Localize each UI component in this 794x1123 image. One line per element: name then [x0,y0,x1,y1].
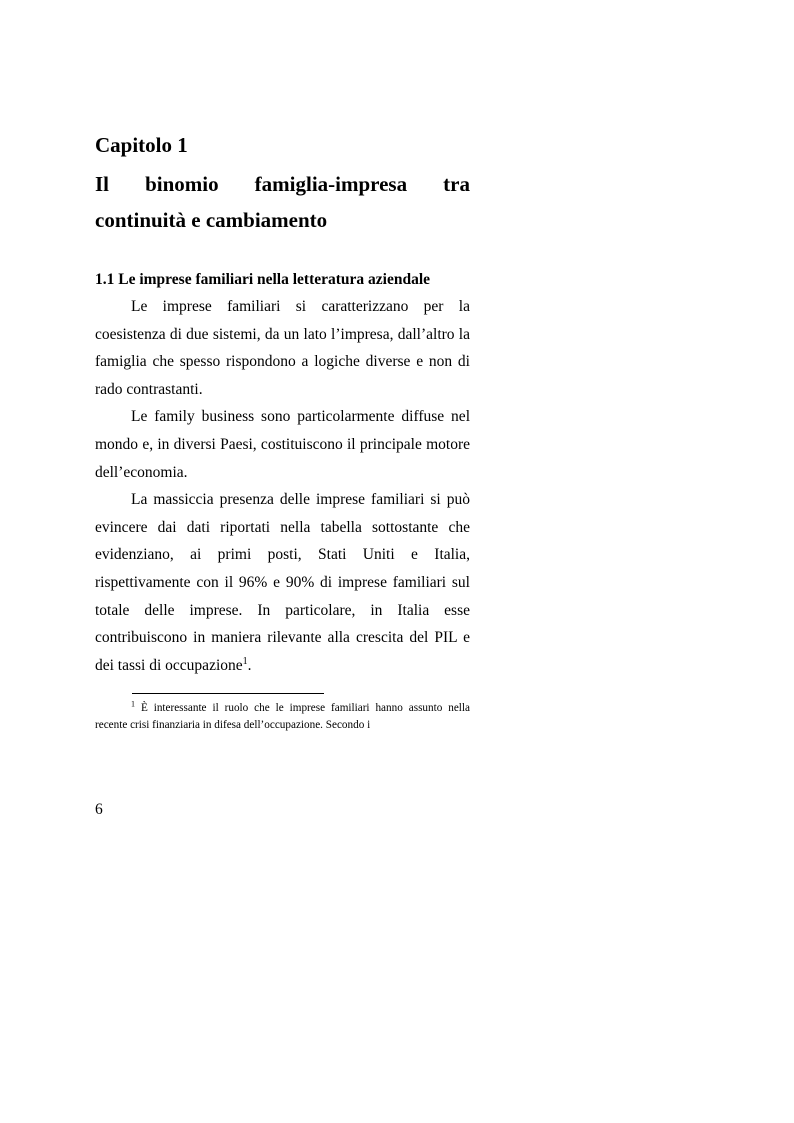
chapter-title-word: binomio [145,172,219,196]
footnote-number: 1 [131,699,135,709]
chapter-title-word: Il [95,172,110,196]
chapter-title-word: famiglia-impresa [254,172,408,196]
paragraph-text: Le imprese familiari si caratterizzano per la coesistenza di due sistemi, da un lato l’impresa, dall’altro la famiglia che spesso rispondono a logiche diverse e non di rado contrastanti. [95,298,470,398]
paragraph-2 [95,403,470,486]
body-text [95,293,470,679]
paragraph-1 [95,293,470,403]
footnote-text: È interessante il ruolo che le imprese familiari hanno assunto nella recente crisi finanziaria in difesa dell’occupazione. Secondo i [95,702,470,731]
section-heading: 1.1 Le imprese familiari nella letteratura aziendale [95,271,431,288]
chapter-title [95,166,470,238]
page-number: 6 [95,801,103,818]
paragraph-3 [95,486,470,679]
paragraph-text: La massiccia presenza delle imprese familiari si può evincere dai dati riportati nella tabella sottostante che evidenziano, ai primi posti, Stati Uniti e Italia, rispettivamente con il 96% e 90% di imprese familiari sul totale delle imprese. In particolare, in Italia esse contribuiscono in maniera rilevante alla crescita del PIL e dei tassi di occupazione [95,491,470,674]
footnote [95,700,470,734]
chapter-title-word: tra [443,172,470,196]
footnote-reference[interactable]: 1 [242,655,248,667]
footnote-separator [132,693,324,694]
chapter-label: Capitolo 1 [95,133,188,157]
chapter-title-line-2: continuità e cambiamento [95,208,328,232]
paragraph-text: Le family business sono particolarmente diffuse nel mondo e, in diversi Paesi, costituiscono il principale motore dell’economia. [95,408,470,481]
paragraph-tail: . [247,656,252,674]
chapter-title-line-1 [95,166,470,202]
